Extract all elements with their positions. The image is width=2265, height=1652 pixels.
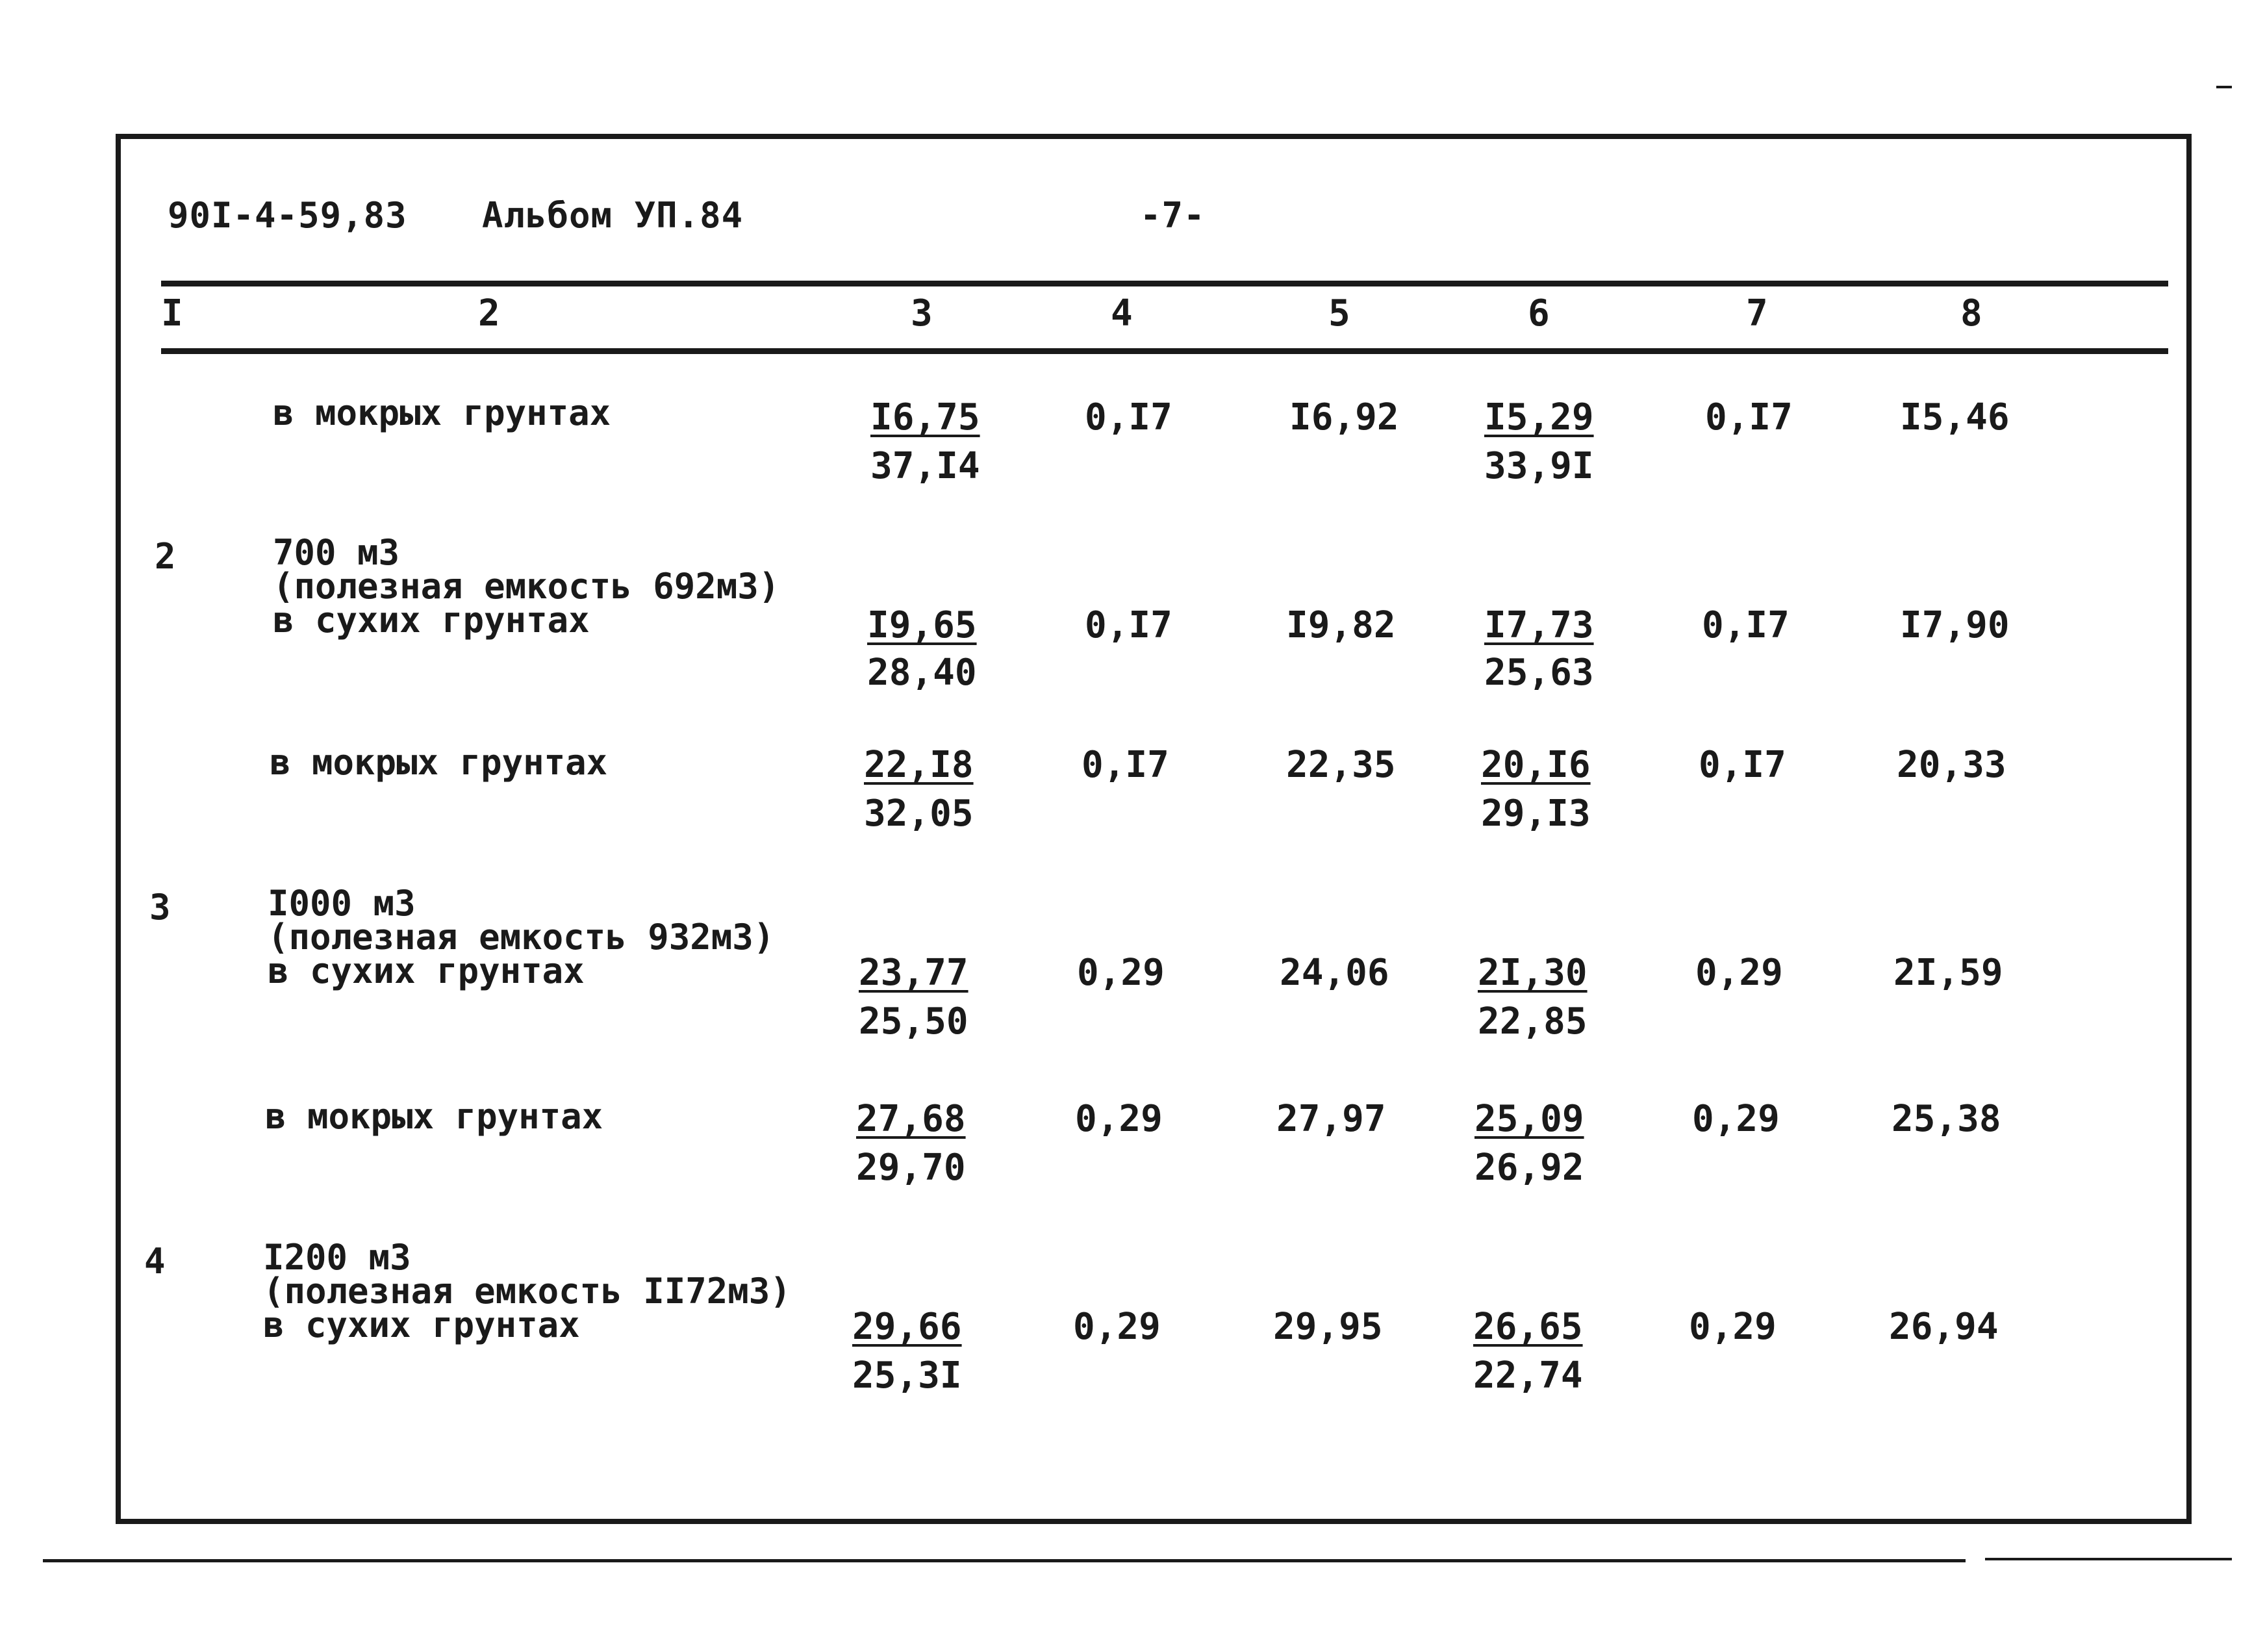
cell-col3-top: 22,I8: [864, 744, 974, 786]
header-rule-top: [161, 281, 2168, 286]
header-rule-bottom: [161, 348, 2168, 354]
row-description: в мокрых грунтах: [265, 1096, 603, 1137]
column-header-3: 3: [911, 292, 933, 335]
cell-col3-bottom: 28,40: [867, 652, 977, 694]
cell-col6-bottom: 22,74: [1473, 1354, 1583, 1397]
cell-col3-top: 27,68: [856, 1098, 966, 1140]
cell-col8: 2I,59: [1893, 952, 2003, 994]
column-header-8: 8: [1960, 292, 1982, 335]
cell-col6-bottom: 22,85: [1478, 1000, 1588, 1043]
cell-col3-bottom: 29,70: [856, 1147, 966, 1189]
cell-col5: 22,35: [1286, 744, 1396, 786]
cell-col4: 0,I7: [1082, 744, 1169, 786]
bottom-rule: [43, 1559, 1966, 1562]
cell-col5: 29,95: [1273, 1306, 1383, 1348]
cell-col6-top: 2I,30: [1478, 952, 1588, 994]
row-description: 700 м3 (полезная емкость 692м3) в сухих грунтах: [273, 532, 780, 641]
cell-col4: 0,I7: [1085, 396, 1172, 438]
page-number: -7-: [1140, 195, 1206, 236]
cell-col4: 0,29: [1073, 1306, 1161, 1348]
row-description: в мокрых грунтах: [270, 742, 608, 783]
cell-col6-top: I7,73: [1484, 604, 1594, 646]
cell-col5: I6,92: [1289, 396, 1399, 438]
cell-col5: 24,06: [1280, 952, 1389, 994]
cell-col6-bottom: 29,I3: [1481, 793, 1591, 835]
cell-col4: 0,29: [1077, 952, 1165, 994]
row-number: 3: [149, 887, 171, 928]
document-code: 90I-4-59,83: [168, 195, 407, 236]
cell-col3-top: I9,65: [867, 604, 977, 646]
row-description: I000 м3 (полезная емкость 932м3) в сухих грунтах: [268, 883, 775, 991]
cell-col8: 25,38: [1892, 1098, 2001, 1140]
cell-col7: 0,29: [1692, 1098, 1780, 1140]
row-description: в мокрых грунтах: [273, 392, 611, 433]
cell-col6-top: 25,09: [1474, 1098, 1584, 1140]
cell-col3-top: 29,66: [852, 1306, 962, 1348]
scan-mark: [2216, 86, 2232, 88]
column-header-4: 4: [1111, 292, 1133, 335]
cell-col7: 0,29: [1695, 952, 1783, 994]
cell-col7: 0,I7: [1699, 744, 1786, 786]
album-label: Альбом УП.84: [482, 195, 744, 236]
column-header-2: 2: [478, 292, 500, 335]
cell-col4: 0,29: [1075, 1098, 1163, 1140]
cell-col6-bottom: 33,9I: [1484, 445, 1594, 487]
cell-col8: I5,46: [1900, 396, 2010, 438]
cell-col4: 0,I7: [1085, 604, 1172, 646]
cell-col8: 26,94: [1889, 1306, 1999, 1348]
cell-col5: 27,97: [1276, 1098, 1386, 1140]
column-header-1: I: [161, 292, 183, 335]
cell-col3-top: I6,75: [870, 396, 980, 438]
cell-col6-top: I5,29: [1484, 396, 1594, 438]
column-header-7: 7: [1746, 292, 1768, 335]
cell-col3-bottom: 25,3I: [852, 1354, 962, 1397]
cell-col8: I7,90: [1900, 604, 2010, 646]
row-number: 4: [144, 1241, 166, 1282]
cell-col3-bottom: 25,50: [859, 1000, 968, 1043]
cell-col7: 0,29: [1689, 1306, 1777, 1348]
cell-col7: 0,I7: [1702, 604, 1790, 646]
cell-col6-bottom: 25,63: [1484, 652, 1594, 694]
cell-col7: 0,I7: [1705, 396, 1793, 438]
cell-col6-top: 26,65: [1473, 1306, 1583, 1348]
column-header-5: 5: [1328, 292, 1350, 335]
row-number: 2: [155, 536, 176, 577]
cell-col6-top: 20,I6: [1481, 744, 1591, 786]
cell-col3-bottom: 37,I4: [870, 445, 980, 487]
cell-col3-bottom: 32,05: [864, 793, 974, 835]
bottom-rule-right: [1985, 1558, 2232, 1560]
cell-col8: 20,33: [1897, 744, 2006, 786]
cell-col3-top: 23,77: [859, 952, 968, 994]
column-header-6: 6: [1528, 292, 1550, 335]
row-description: I200 м3 (полезная емкость II72м3) в сухих грунтах: [263, 1237, 791, 1345]
cell-col5: I9,82: [1286, 604, 1396, 646]
cell-col6-bottom: 26,92: [1474, 1147, 1584, 1189]
